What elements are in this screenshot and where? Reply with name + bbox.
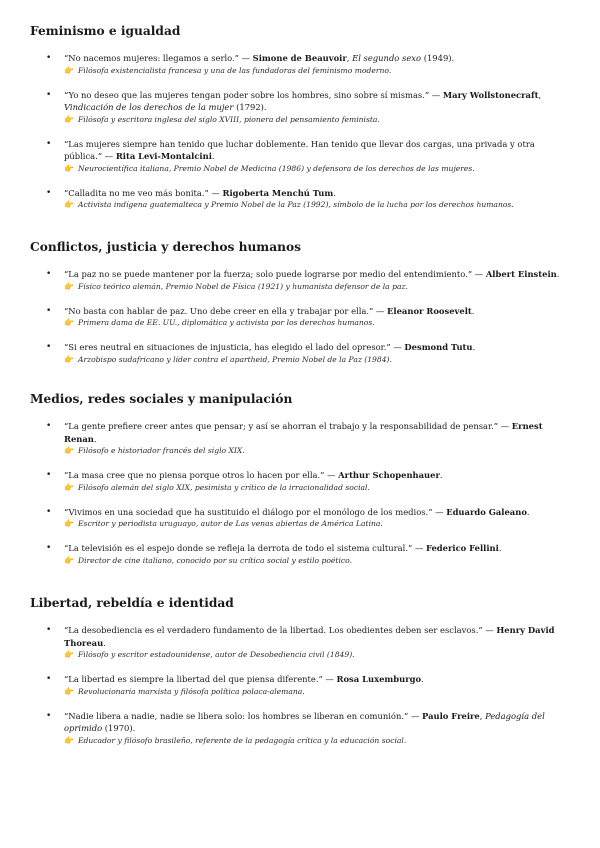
author-note: 👉 Educador y filósofo brasileño, referente de la pedagogía crítica y la educación social. <box>64 735 407 745</box>
list-item <box>30 710 575 746</box>
pointing-hand-icon: 👉 <box>64 482 74 492</box>
pointing-hand-icon: 👉 <box>64 650 74 659</box>
pointing-hand-icon: 👉 <box>64 200 74 209</box>
author-name: Mary Wollstonecraft <box>442 89 539 100</box>
quote-text: “La gente prefiere creer antes que pensar; y así se ahorran el trabajo y la responsabilidad de pensar.” — Ernest Renan. <box>64 421 543 444</box>
author-name: Rigoberta Menchú Tum <box>222 187 334 198</box>
quote-text: “Las mujeres siempre han tenido que luchar doblemente. Han tenido que llevar dos cargas, una privada y otra pública.” — Rita Levi-Montalcini. <box>64 138 535 161</box>
quote-text: “La paz no se puede mantener por la fuerza; solo puede lograrse por medio del entendimiento.” — Albert Einstein. <box>64 269 560 279</box>
author-name: Ernest Renan <box>64 421 543 444</box>
quote-list <box>30 268 575 365</box>
section-title: Medios, redes sociales y manipulación <box>30 392 293 406</box>
pointing-hand-icon: 👉 <box>64 281 74 291</box>
list-item <box>30 268 575 292</box>
list-item <box>30 673 575 697</box>
author-name: Desmond Tutu <box>404 342 473 352</box>
pointing-hand-icon: 👉 <box>64 114 74 124</box>
section-title: Feminismo e igualdad <box>30 24 181 38</box>
author-note: 👉 Activista indígena guatemalteca y Premio Nobel de la Paz (1992), símbolo de la lucha por los derechos humanos. <box>64 200 514 209</box>
quote-text: “Nadie libera a nadie, nadie se libera solo: los hombres se liberan en comunión.” — Paulo Freire, Pedagogía del oprimido (1970). <box>64 710 545 733</box>
quote-list <box>30 52 575 210</box>
quote-list <box>30 624 575 746</box>
author-name: Simone de Beauvoir <box>252 53 347 63</box>
quote-text: “La libertad es siempre la libertad del que piensa diferente.” — Rosa Luxemburgo. <box>64 674 424 684</box>
quote-text: “La televisión es el espejo donde se refleja la derrota de todo el sistema cultural.” — Federico Fellini. <box>64 543 502 553</box>
quote-text: “Vivimos en una sociedad que ha sustituido el diálogo por el monólogo de los medios.” — Eduardo Galeano. <box>64 506 530 517</box>
pointing-hand-icon: 👉 <box>64 686 74 696</box>
quote-text: “La desobediencia es el verdadero fundamento de la libertad. Los obedientes deben ser esclavos.” — Henry David Thoreau. <box>64 625 555 648</box>
section-title: Conflictos, justicia y derechos humanos <box>30 240 301 254</box>
author-note: 👉 Físico teórico alemán, Premio Nobel de Física (1921) y humanista defensor de la paz. <box>64 281 408 291</box>
list-item <box>30 469 575 493</box>
author-name: Rosa Luxemburgo <box>336 674 422 684</box>
pointing-hand-icon: 👉 <box>64 163 74 173</box>
section-libertad <box>30 596 575 746</box>
quote-text: “No basta con hablar de paz. Uno debe creer en ella y trabajar por ella.” — Eleanor Roosevelt. <box>64 305 475 316</box>
quote-text: “Yo no deseo que las mujeres tengan poder sobre los hombres, sino sobre sí mismas.” — Mary Wollstonecraft, Vindicación de los derechos de la mujer (1792). <box>64 89 542 112</box>
list-item <box>30 305 575 329</box>
bullet-icon: • <box>46 53 52 63</box>
author-name: Eleanor Roosevelt <box>387 305 472 316</box>
work-title: El segundo sexo <box>352 53 422 63</box>
pointing-hand-icon: 👉 <box>64 65 74 75</box>
author-name: Paulo Freire <box>422 710 480 721</box>
bullet-icon: • <box>46 506 52 517</box>
author-name: Arthur Schopenhauer <box>338 470 440 480</box>
quote-list <box>30 420 575 566</box>
work-title: Vindicación de los derechos de la mujer <box>64 102 234 112</box>
list-item <box>30 624 575 660</box>
bullet-icon: • <box>46 269 52 279</box>
author-note: 👉 Escritor y periodista uruguayo, autor de Las venas abiertas de América Latina. <box>64 519 383 528</box>
pointing-hand-icon: 👉 <box>64 735 74 745</box>
pointing-hand-icon: 👉 <box>64 555 74 565</box>
author-name: Albert Einstein <box>485 269 557 279</box>
work-title: Pedagogía del oprimido <box>64 710 545 733</box>
author-name: Rita Levi-Montalcini <box>115 151 212 161</box>
quote-text: “No nacemos mujeres: llegamos a serlo.” — Simone de Beauvoir, El segundo sexo (1949). <box>64 53 455 63</box>
bullet-icon: • <box>46 138 52 149</box>
bullet-icon: • <box>46 625 52 635</box>
list-item <box>30 187 575 211</box>
author-note: 👉 Director de cine italiano, conocido por su crítica social y estilo poético. <box>64 555 352 565</box>
section-title: Libertad, rebeldía e identidad <box>30 596 234 610</box>
author-name: Federico Fellini <box>425 543 499 553</box>
author-note: 👉 Filósofo alemán del siglo XIX, pesimista y crítico de la irracionalidad social. <box>64 482 370 492</box>
list-item <box>30 89 575 125</box>
author-note: 👉 Revolucionaria marxista y filósofa política polaca-alemana. <box>64 686 305 696</box>
bullet-icon: • <box>46 305 52 316</box>
quote-text: “Calladita no me veo más bonita.” — Rigoberta Menchú Tum. <box>64 187 336 198</box>
pointing-hand-icon: 👉 <box>64 318 74 327</box>
quote-text: “Si eres neutral en situaciones de injusticia, has elegido el lado del opresor.” — Desmond Tutu. <box>64 342 476 352</box>
bullet-icon: • <box>46 674 52 684</box>
author-note: 👉 Primera dama de EE. UU., diplomática y activista por los derechos humanos. <box>64 318 375 327</box>
section-feminismo <box>30 24 575 210</box>
bullet-icon: • <box>46 543 52 553</box>
bullet-icon: • <box>46 710 52 721</box>
section-medios <box>30 392 575 566</box>
pointing-hand-icon: 👉 <box>64 446 74 455</box>
bullet-icon: • <box>46 187 52 198</box>
author-name: Eduardo Galeano <box>446 506 527 517</box>
author-note: 👉 Arzobispo sudafricano y líder contra el apartheid, Premio Nobel de la Paz (1984). <box>64 354 392 364</box>
list-item <box>30 506 575 530</box>
author-note: 👉 Filósofa y escritora inglesa del siglo XVIII, pionera del pensamiento feminista. <box>64 114 380 124</box>
author-note: 👉 Neurocientífica italiana, Premio Nobel de Medicina (1986) y defensora de los derechos de las mujeres. <box>64 163 475 173</box>
list-item <box>30 341 575 365</box>
list-item <box>30 138 575 174</box>
list-item <box>30 52 575 76</box>
list-item <box>30 542 575 566</box>
author-name: Henry David Thoreau <box>64 625 555 648</box>
list-item <box>30 420 575 456</box>
pointing-hand-icon: 👉 <box>64 354 74 364</box>
bullet-icon: • <box>46 470 52 480</box>
bullet-icon: • <box>46 421 52 431</box>
quote-text: “La masa cree que no piensa porque otros lo hacen por ella.” — Arthur Schopenhauer. <box>64 470 443 480</box>
pointing-hand-icon: 👉 <box>64 519 74 528</box>
bullet-icon: • <box>46 342 52 352</box>
author-note: 👉 Filósofa existencialista francesa y una de las fundadoras del feminismo moderno. <box>64 65 392 75</box>
bullet-icon: • <box>46 89 52 100</box>
author-note: 👉 Filósofo y escritor estadounidense, autor de Desobediencia civil (1849). <box>64 650 355 659</box>
section-conflictos <box>30 240 575 365</box>
author-note: 👉 Filósofo e historiador francés del siglo XIX. <box>64 446 245 455</box>
